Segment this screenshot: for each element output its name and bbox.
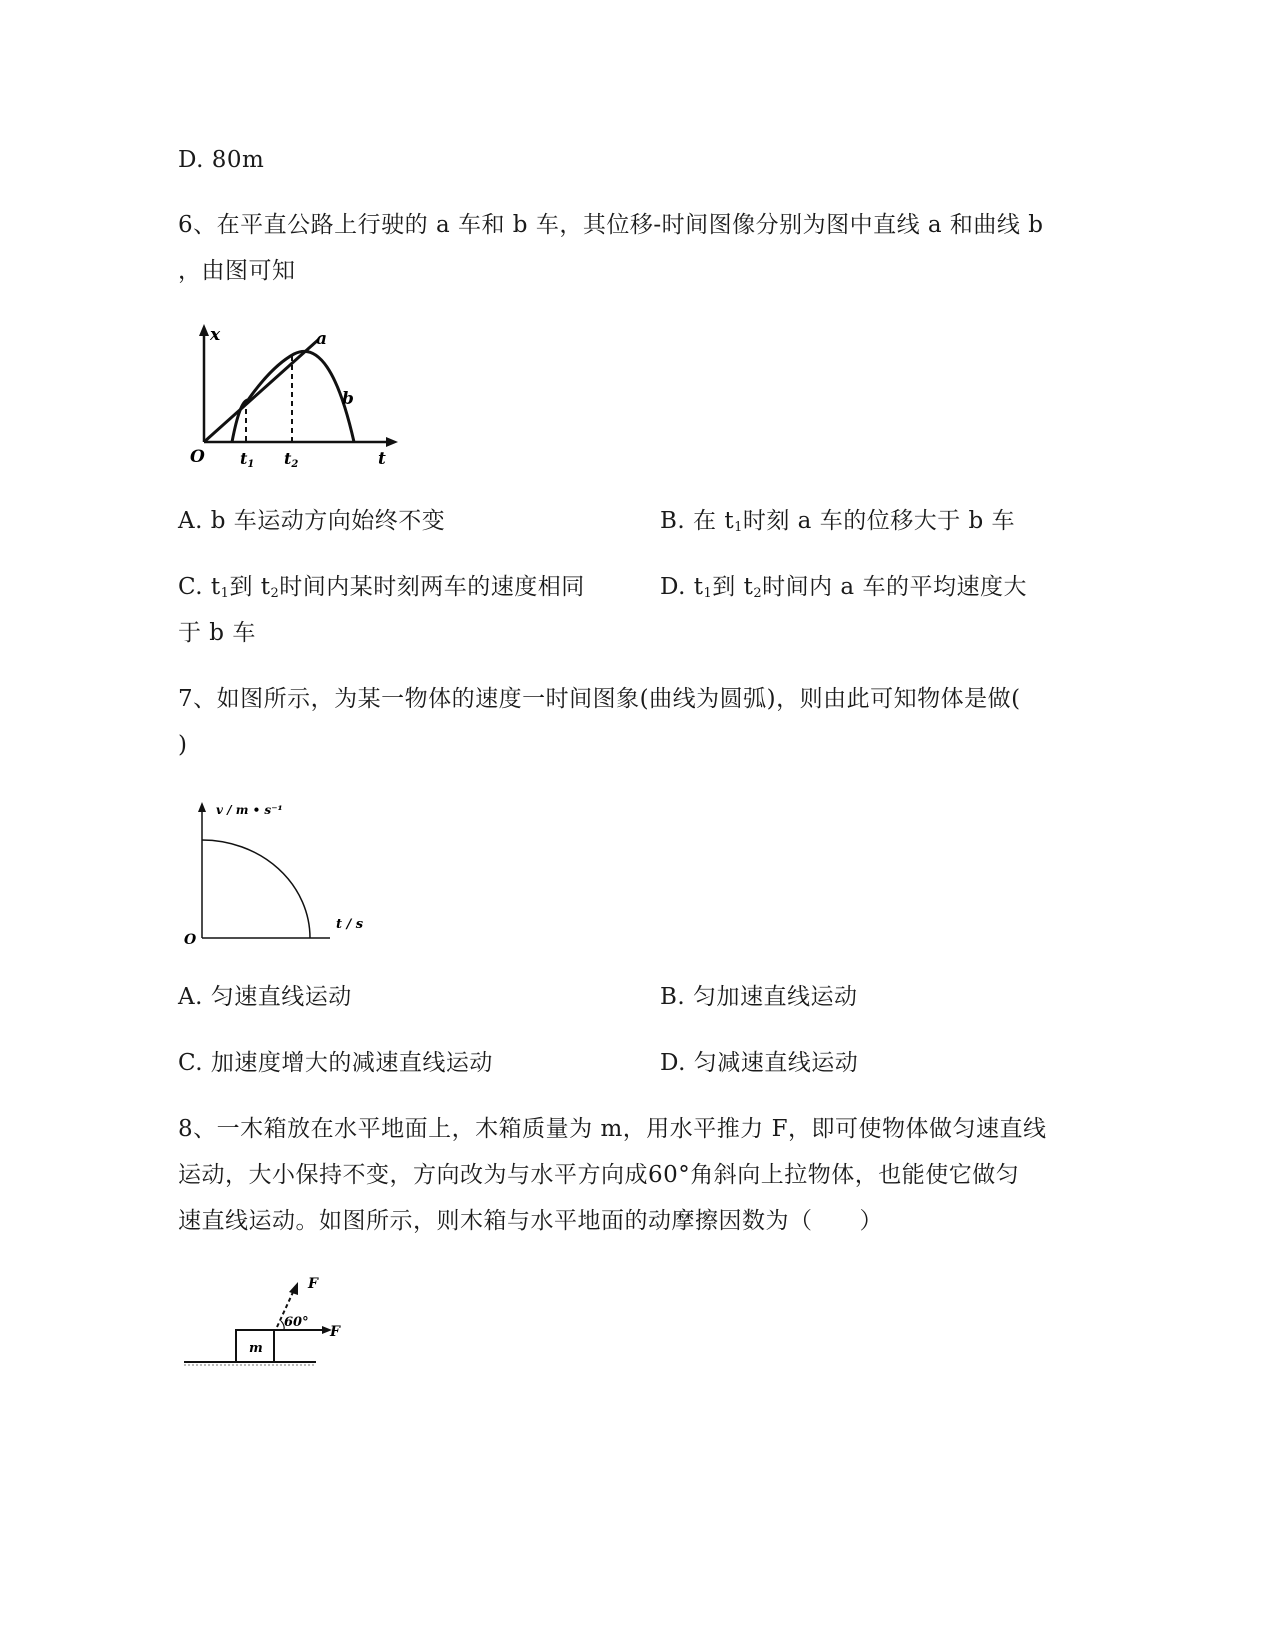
q7-option-d: D. 匀减速直线运动	[660, 1050, 859, 1076]
q7-option-a: A. 匀速直线运动	[178, 984, 352, 1010]
prev-option-d: D. 80m	[178, 147, 265, 173]
q6-t1-label: t1	[240, 449, 255, 470]
q8-angle-label: 60°	[284, 1315, 309, 1330]
q7-x-axis-label: t / s	[336, 917, 364, 932]
q8-stem-line2: 运动，大小保持不变，方向改为与水平方向成60°角斜向上拉物体，也能使它做匀	[178, 1162, 1020, 1188]
q6-stem-line1: 6、在平直公路上行驶的 a 车和 b 车，其位移-时间图像分别为图中直线 a 和曲线 b	[178, 212, 1044, 238]
q7-origin-label: O	[184, 932, 197, 948]
q6-x-axis-label: t	[378, 449, 386, 469]
q8-stem-line3: 速直线运动。如图所示，则木箱与水平地面的动摩擦因数为（ ）	[178, 1208, 883, 1234]
q6-xt-graph	[180, 318, 410, 478]
q8-force-inclined-arrow-icon	[289, 1282, 298, 1295]
q7-option-c: C. 加速度增大的减速直线运动	[178, 1050, 493, 1076]
q6-y-axis-label: x	[210, 325, 221, 345]
q6-x-arrow-icon	[386, 437, 398, 447]
q6-option-c: C. $t_1$到 $t_2$时间内某时刻两车的速度相同	[178, 574, 585, 601]
q7-y-axis-label: v / m • s⁻¹	[216, 803, 283, 817]
q6-line-a-label: a	[316, 329, 328, 349]
q6-curve-b-label: b	[342, 389, 354, 409]
q7-y-arrow-icon	[198, 802, 206, 812]
q7-vt-graph	[180, 794, 400, 954]
q6-option-d: D. $t_1$到 $t_2$时间内 a 车的平均速度大	[660, 574, 1027, 601]
q6-stem-line2: ，由图可知	[178, 258, 296, 284]
q8-force-right-label: F	[330, 1324, 340, 1340]
q7-stem-line2: )	[178, 732, 188, 758]
q8-box-label: m	[249, 1341, 263, 1356]
q6-option-d-cont: 于 b 车	[178, 620, 256, 646]
q8-box-diagram	[180, 1270, 360, 1370]
q7-stem-line1: 7、如图所示，为某一物体的速度一时间图象(曲线为圆弧)，则由此可知物体是做(	[178, 686, 1021, 712]
q6-origin-label: O	[190, 447, 205, 467]
q6-t2-label: t2	[284, 449, 299, 470]
q8-stem-line1: 8、一木箱放在水平地面上，木箱质量为 m，用水平推力 F，即可使物体做匀速直线	[178, 1116, 1047, 1142]
q6-option-a: A. b 车运动方向始终不变	[178, 508, 446, 534]
q7-option-b: B. 匀加速直线运动	[660, 984, 858, 1010]
q7-arc	[202, 840, 310, 938]
q6-y-arrow-icon	[199, 324, 209, 336]
q8-force-up-label: F	[308, 1276, 318, 1292]
q6-line-a	[204, 340, 318, 442]
q6-option-b: B. 在 $t_1$时刻 a 车的位移大于 b 车	[660, 508, 1016, 535]
